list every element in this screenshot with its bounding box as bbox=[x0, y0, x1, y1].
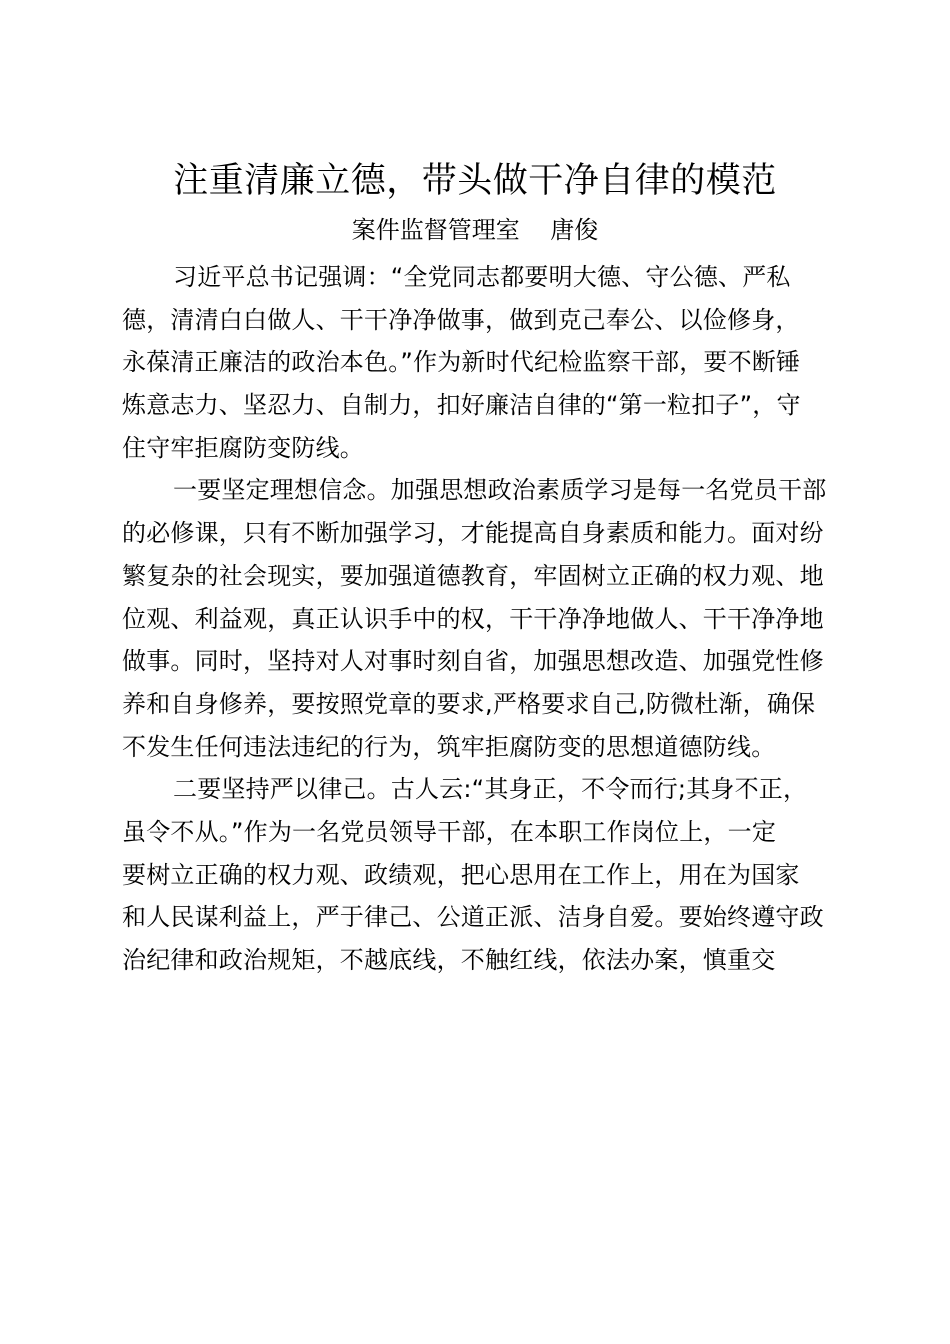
paragraph-line: 住守牢拒腐防变防线。 bbox=[122, 433, 364, 462]
paragraph-line: 炼意志力、坚忍力、自制力，扣好廉洁自律的“第一粒扣子”，守 bbox=[122, 391, 801, 420]
paragraph-line: 的必修课，只有不断加强学习，才能提高自身素质和能力。面对纷 bbox=[122, 519, 824, 548]
paragraph-line: 和人民谋利益上，严于律己、公道正派、洁身自爱。要始终遵守政 bbox=[122, 903, 824, 932]
paragraph-line: 位观、利益观，真正认识手中的权，干干净净地做人、干干净净地 bbox=[122, 604, 824, 633]
paragraph-line: 养和自身修养，要按照党章的要求,严格要求自己,防微杜渐，确保 bbox=[122, 689, 816, 718]
document-body bbox=[122, 256, 842, 982]
paragraph-line: 永葆清正廉洁的政治本色。”作为新时代纪检监察干部，要不断锤 bbox=[122, 348, 801, 377]
paragraph-line: 德，清清白白做人、干干净净做事，做到克己奉公、以俭修身， bbox=[122, 305, 800, 334]
document-byline: 案件监督管理室 唐俊 bbox=[351, 216, 599, 244]
paragraph-line: 二要坚持严以律己。古人云:“其身正，不令而行;其身不正， bbox=[173, 775, 808, 804]
paragraph-1 bbox=[122, 256, 842, 469]
paragraph-line: 治纪律和政治规矩，不越底线，不触红线，依法办案，慎重交 bbox=[122, 946, 776, 974]
paragraph-2 bbox=[122, 469, 842, 768]
paragraph-line: 习近平总书记强调：“全党同志都要明大德、守公德、严私 bbox=[173, 263, 791, 291]
paragraph-line: 不发生任何违法违纪的行为，筑牢拒腐防变的思想道德防线。 bbox=[122, 732, 776, 761]
paragraph-line: 做事。同时，坚持对人对事时刻自省，加强思想改造、加强党性修 bbox=[122, 647, 824, 676]
paragraph-3 bbox=[122, 768, 842, 981]
paragraph-line: 要树立正确的权力观、政绩观，把心思用在工作上，用在为国家 bbox=[122, 860, 800, 889]
paragraph-line: 虽令不从。”作为一名党员领导干部，在本职工作岗位上，一定 bbox=[122, 817, 777, 846]
paragraph-line: 一要坚定理想信念。加强思想政治素质学习是每一名党员干部 bbox=[173, 476, 827, 505]
document-title: 注重清廉立德，带头做干净自律的模范 bbox=[173, 161, 777, 201]
paragraph-line: 繁复杂的社会现实，要加强道德教育，牢固树立正确的权力观、地 bbox=[122, 561, 824, 590]
